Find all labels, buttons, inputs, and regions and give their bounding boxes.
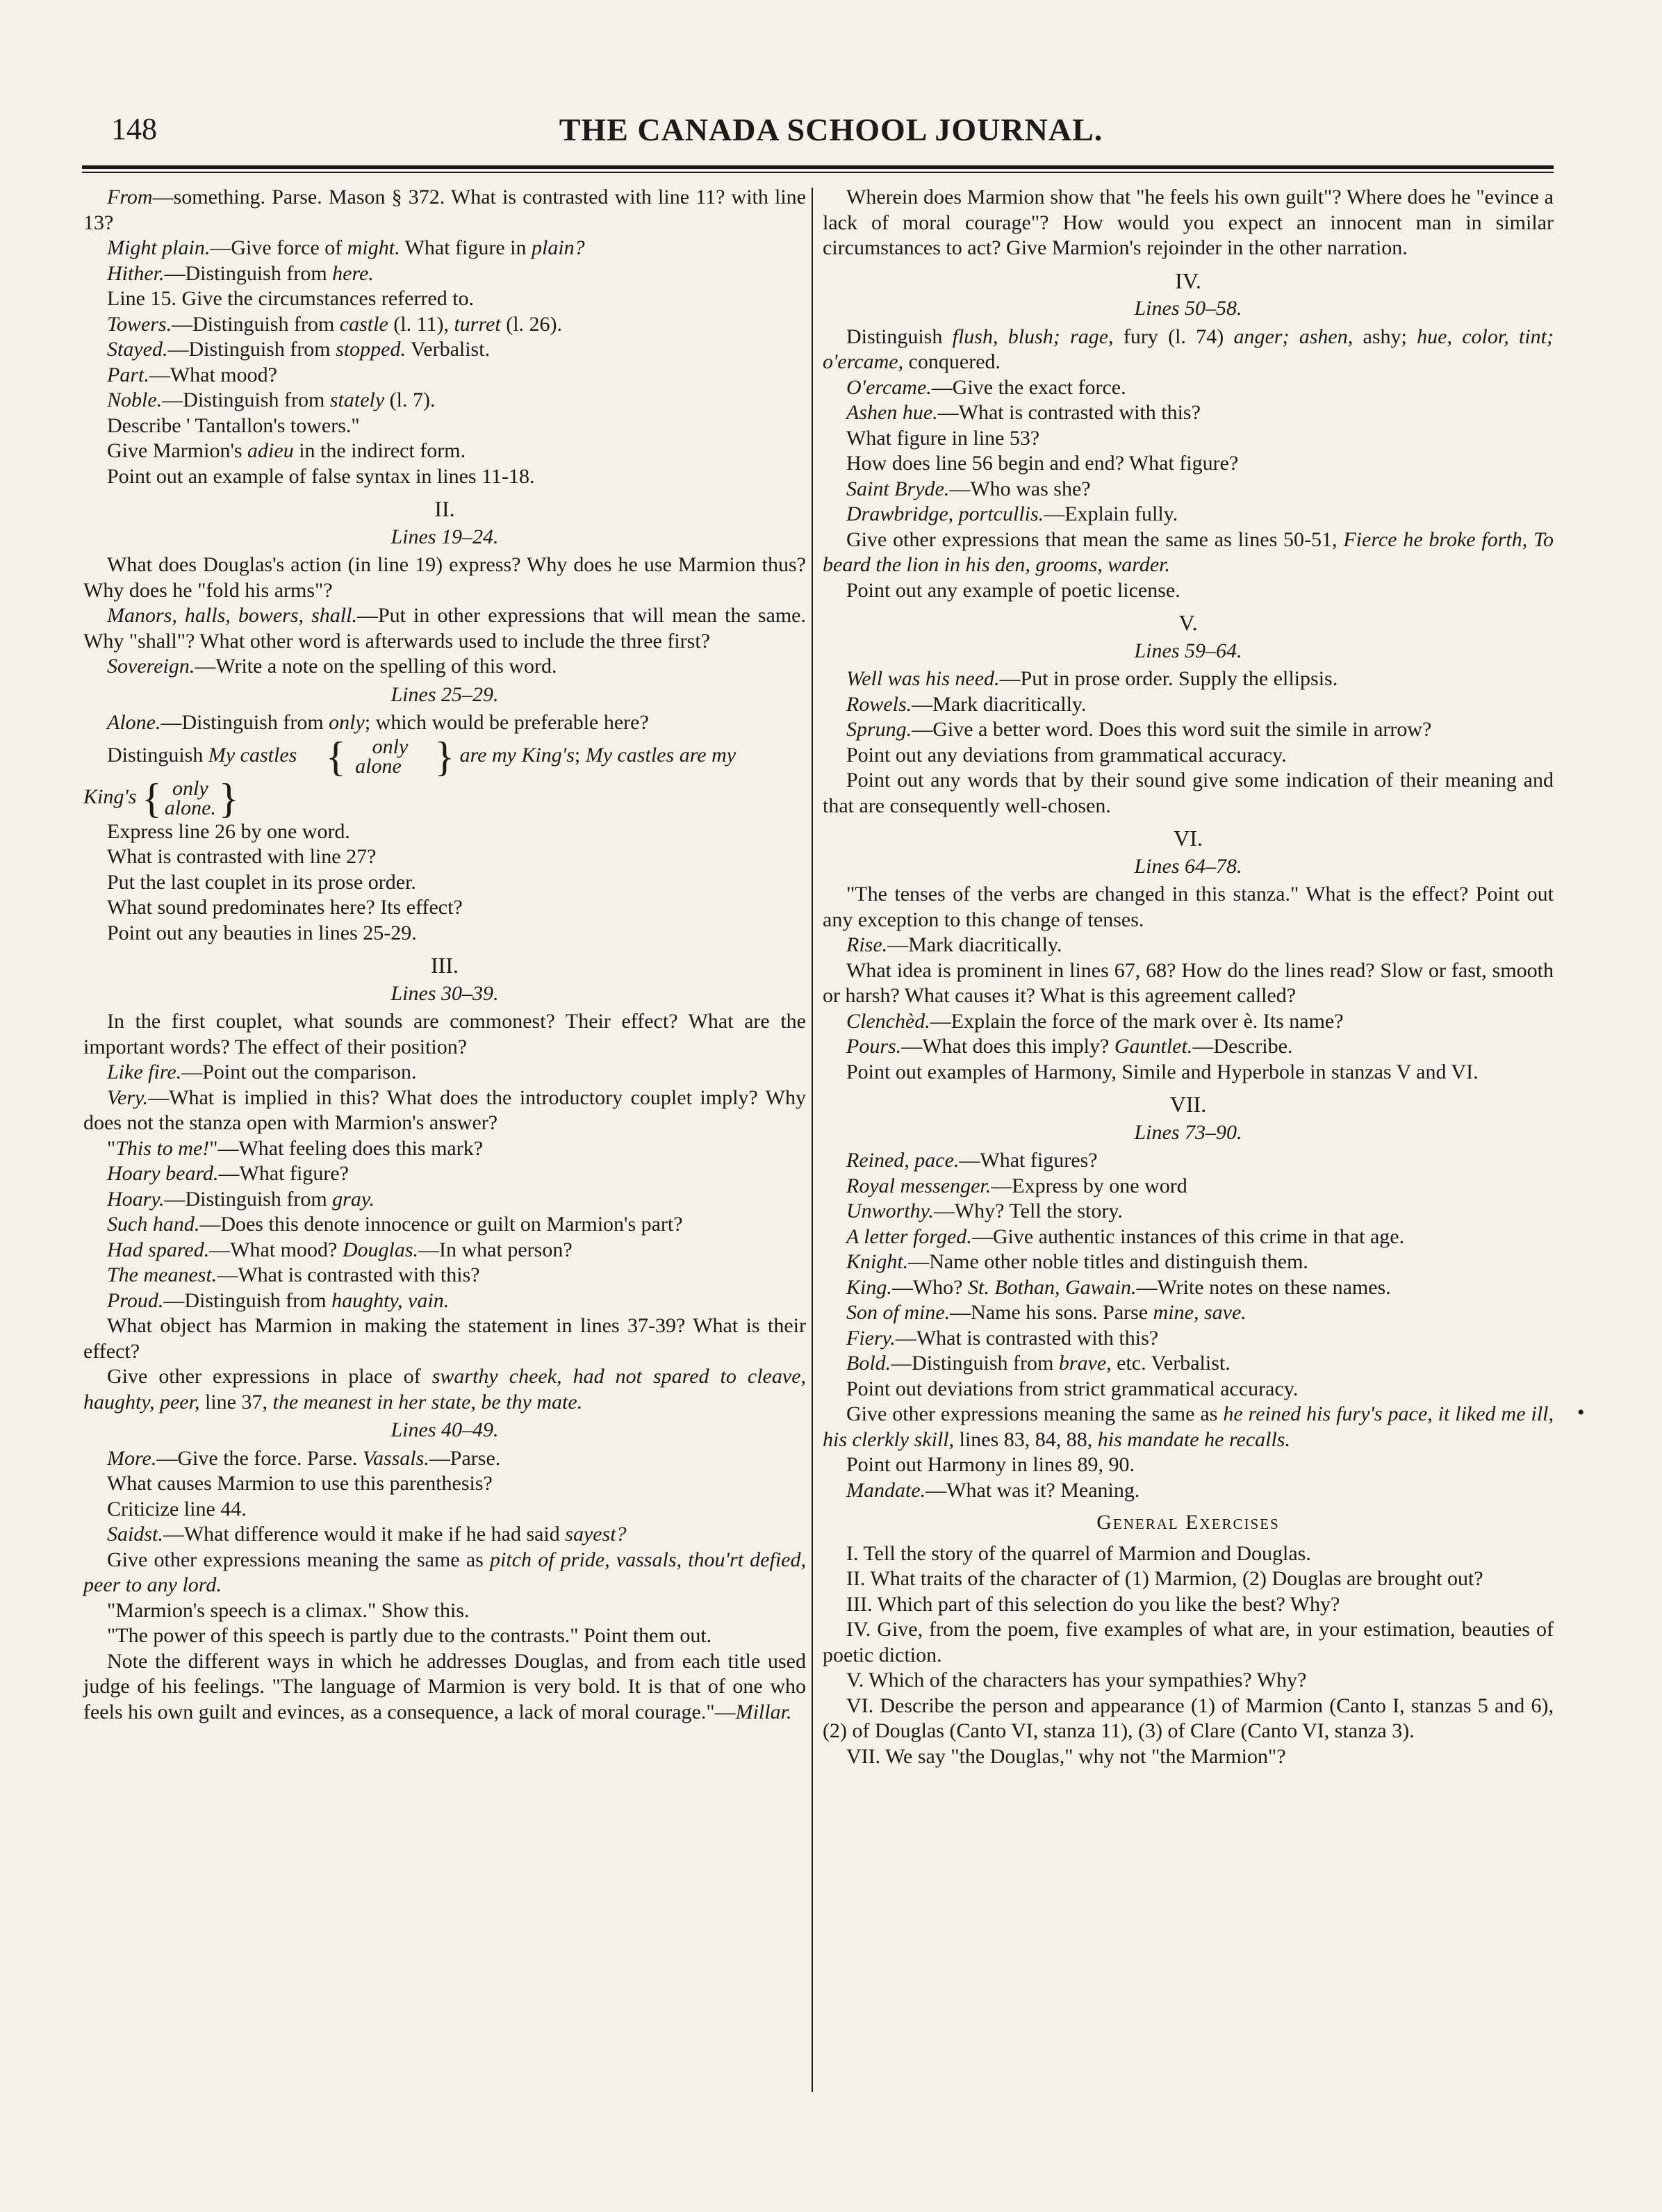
question-paragraph: Hoary.—Distinguish from gray. bbox=[107, 1187, 375, 1211]
question-paragraph: Hither.—Distinguish from here. bbox=[107, 261, 374, 285]
section-number: VII. bbox=[1169, 1092, 1207, 1117]
question-paragraph: VI. Describe the person and appearance (1) of Marmion (Canto I, stanzas 5 and 6), (2) of Douglas (Canto VI, stanza 11), (3) of Clare (Canto VI, stanza 3). bbox=[823, 1694, 1554, 1742]
question-paragraph: Might plain.—Give force of might. What figure in plain? bbox=[107, 236, 585, 259]
question-paragraph: Give other expressions meaning the same as he reined his fury's pace, it liked me ill, his clerkly skill, lines 83, 84, 88, his mandate he recalls. bbox=[823, 1402, 1554, 1451]
question-paragraph: Sovereign.—Write a note on the spelling of this word. bbox=[107, 655, 557, 678]
question-paragraph: Give Marmion's adieu in the indirect form. bbox=[107, 439, 466, 462]
question-paragraph: Point out an example of false syntax in lines 11-18. bbox=[107, 464, 535, 488]
question-paragraph: Express line 26 by one word. bbox=[107, 819, 350, 843]
question-paragraph: VII. We say "the Douglas," why not "the Marmion"? bbox=[846, 1744, 1286, 1768]
question-paragraph: III. Which part of this selection do you like the best? Why? bbox=[846, 1592, 1340, 1616]
question-paragraph: What causes Marmion to use this parenthesis? bbox=[107, 1472, 493, 1495]
question-paragraph: Hoary beard.—What figure? bbox=[107, 1162, 349, 1185]
question-paragraph: In the first couplet, what sounds are commonest? Their effect? What are the important words? The effect of their position? bbox=[83, 1010, 806, 1058]
question-paragraph: Wherein does Marmion show that "he feels his own guilt"? Where does he "evince a lack of moral courage"? How would you expect an innocent man in similar circumstances to act? Give Marmion's rejoinder in the other narration. bbox=[823, 186, 1554, 259]
question-paragraph: "This to me!"—What feeling does this mark? bbox=[107, 1136, 484, 1160]
section-number: II. bbox=[434, 496, 455, 521]
question-paragraph: Ashen hue.—What is contrasted with this? bbox=[846, 401, 1201, 424]
question-paragraph: What sound predominates here? Its effect? bbox=[107, 896, 463, 919]
lines-heading: Lines 40–49. bbox=[390, 1418, 499, 1441]
header-rule-thick bbox=[82, 165, 1554, 169]
question-paragraph: V. Which of the characters has your sympathies? Why? bbox=[846, 1669, 1307, 1691]
question-paragraph: Manors, halls, bowers, shall.—Put in other expressions that will mean the same. Why "shall"? What other word is afterwards used to include the three first? bbox=[83, 604, 806, 653]
journal-title: THE CANADA SCHOOL JOURNAL. bbox=[559, 112, 1103, 147]
question-paragraph: "The tenses of the verbs are changed in this stanza." What is the effect? Point out any exception to this change of tenses. bbox=[823, 883, 1554, 931]
lines-heading: Lines 50–58. bbox=[1134, 297, 1242, 320]
question-paragraph: Very.—What is implied in this? What does the introductory couplet imply? Why does not the stanza open with Marmion's answer? bbox=[83, 1085, 806, 1134]
question-paragraph: Point out any beauties in lines 25-29. bbox=[107, 921, 417, 944]
question-paragraph: Criticize line 44. bbox=[107, 1497, 247, 1521]
lines-heading: Lines 30–39. bbox=[390, 981, 499, 1005]
question-paragraph: Give other expressions that mean the same as lines 50-51, Fierce he broke forth, To beard the lion in his den, grooms, warder. bbox=[823, 527, 1554, 576]
question-paragraph: Drawbridge, portcullis.—Explain fully. bbox=[846, 502, 1178, 525]
right-column bbox=[823, 185, 1554, 1769]
question-paragraph: Sprung.—Give a better word. Does this word suit the simile in arrow? bbox=[846, 718, 1432, 741]
question-paragraph: From—something. Parse. Mason § 372. What is contrasted with line 11? with line 13? bbox=[83, 186, 806, 234]
question-paragraph: Unworthy.—Why? Tell the story. bbox=[846, 1199, 1123, 1222]
question-paragraph: Such hand.—Does this denote innocence or guilt on Marmion's part? bbox=[107, 1213, 683, 1236]
question-paragraph: Part.—What mood? bbox=[107, 363, 277, 386]
question-paragraph: How does line 56 begin and end? What figure? bbox=[846, 452, 1239, 475]
question-paragraph: Bold.—Distinguish from brave, etc. Verbalist. bbox=[846, 1352, 1231, 1375]
question-paragraph: Put the last couplet in its prose order. bbox=[107, 870, 416, 894]
question-paragraph: Mandate.—What was it? Meaning. bbox=[846, 1478, 1140, 1502]
question-paragraph: Towers.—Distinguish from castle (l. 11), turret (l. 26). bbox=[107, 312, 563, 336]
question-paragraph: Alone.—Distinguish from only; which would be preferable here? bbox=[107, 711, 649, 734]
question-paragraph: Pours.—What does this imply? Gauntlet.—Describe. bbox=[846, 1035, 1293, 1058]
margin-dot: • bbox=[1577, 1401, 1585, 1424]
question-paragraph: Point out any example of poetic license. bbox=[846, 578, 1180, 602]
question-paragraph: Proud.—Distinguish from haughty, vain. bbox=[107, 1288, 450, 1312]
question-paragraph: Rowels.—Mark diacritically. bbox=[846, 692, 1087, 716]
question-paragraph: II. What traits of the character of (1) Marmion, (2) Douglas are brought out? bbox=[846, 1567, 1483, 1590]
question-paragraph: Give other expressions in place of swarthy cheek, had not spared to cleave, haughty, peer, line 37, the meanest in her state, be thy mate. bbox=[83, 1365, 807, 1414]
question-paragraph: Fiery.—What is contrasted with this? bbox=[846, 1326, 1159, 1350]
lines-heading: Lines 25–29. bbox=[390, 682, 499, 706]
question-paragraph: Distinguish flush, blush; rage, fury (l. 74) anger; ashen, ashy; hue, color, tint; o'ercame, conquered. bbox=[823, 325, 1554, 373]
question-paragraph: The meanest.—What is contrasted with this? bbox=[107, 1263, 480, 1286]
question-paragraph: Point out examples of Harmony, Simile and Hyperbole in stanzas V and VI. bbox=[846, 1060, 1479, 1083]
question-paragraph: Reined, pace.—What figures? bbox=[846, 1149, 1098, 1172]
question-paragraph: What is contrasted with line 27? bbox=[107, 845, 377, 868]
question-paragraph: Saidst.—What difference would it make if he had said sayest? bbox=[107, 1523, 627, 1546]
question-paragraph: More.—Give the force. Parse. Vassals.—Parse. bbox=[107, 1446, 501, 1470]
lines-heading: Lines 73–90. bbox=[1134, 1120, 1242, 1144]
question-paragraph: Had spared.—What mood? Douglas.—In what person? bbox=[107, 1238, 573, 1261]
question-paragraph: Describe ' Tantallon's towers." bbox=[107, 413, 360, 437]
question-paragraph: A letter forged.—Give authentic instances of this crime in that age. bbox=[846, 1224, 1405, 1248]
question-paragraph: "Marmion's speech is a climax." Show this. bbox=[107, 1598, 470, 1622]
general-exercises-heading: General Exercises bbox=[1096, 1511, 1280, 1534]
question-paragraph: Noble.—Distinguish from stately (l. 7). bbox=[107, 388, 436, 411]
question-paragraph: What idea is prominent in lines 67, 68? How do the lines read? Slow or fast, smooth or harsh? What causes it? What is this agreement called? bbox=[823, 958, 1554, 1007]
question-paragraph: Royal messenger.—Express by one word bbox=[846, 1174, 1187, 1197]
lines-heading: Lines 64–78. bbox=[1134, 854, 1242, 878]
question-paragraph: Point out any words that by their sound give some indication of their meaning and that are consequently well-chosen. bbox=[823, 769, 1554, 817]
question-paragraph: Clenchèd.—Explain the force of the mark over è. Its name? bbox=[846, 1009, 1344, 1033]
question-paragraph: Note the different ways in which he addresses Douglas, and from each title used judge of his feelings. "The language of Marmion is very bold. It is that of one who feels his own guilt and evinces, as a consequence, a lack of moral courage."—Millar. bbox=[83, 1649, 806, 1723]
question-paragraph: What figure in line 53? bbox=[846, 426, 1040, 450]
section-number: VI. bbox=[1174, 826, 1203, 851]
question-paragraph: Rise.—Mark diacritically. bbox=[846, 933, 1062, 956]
question-paragraph: Point out deviations from strict grammatical accuracy. bbox=[846, 1377, 1299, 1400]
question-paragraph: Stayed.—Distinguish from stopped. Verbalist. bbox=[107, 338, 491, 361]
question-paragraph: King's { only alone.} bbox=[83, 775, 239, 821]
question-paragraph: Distinguish My castles { only alone } are my King's; My castles are my bbox=[107, 733, 737, 780]
question-paragraph: Point out Harmony in lines 89, 90. bbox=[846, 1453, 1135, 1476]
column-divider bbox=[812, 188, 813, 2092]
question-paragraph: O'ercame.—Give the exact force. bbox=[846, 375, 1126, 399]
question-paragraph: Line 15. Give the circumstances referred to. bbox=[107, 287, 475, 310]
section-number: III. bbox=[431, 953, 459, 978]
lines-heading: Lines 19–24. bbox=[390, 525, 499, 548]
question-paragraph: IV. Give, from the poem, five examples of what are, in your estimation, beauties of poetic diction. bbox=[823, 1618, 1554, 1666]
header-rule-thin bbox=[82, 172, 1554, 173]
question-paragraph: I. Tell the story of the quarrel of Marmion and Douglas. bbox=[846, 1541, 1311, 1565]
question-paragraph: What object has Marmion in making the statement in lines 37-39? What is their effect? bbox=[83, 1314, 806, 1363]
section-number: V. bbox=[1178, 610, 1198, 635]
question-paragraph: King.—Who? St. Bothan, Gawain.—Write notes on these names. bbox=[846, 1275, 1391, 1299]
question-paragraph: Knight.—Name other noble titles and distinguish them. bbox=[846, 1250, 1308, 1273]
question-paragraph: Give other expressions meaning the same as pitch of pride, vassals, thou'rt defied, peer to any lord. bbox=[83, 1548, 806, 1596]
question-paragraph: Like fire.—Point out the comparison. bbox=[107, 1060, 417, 1083]
question-paragraph: Well was his need.—Put in prose order. Supply the ellipsis. bbox=[846, 667, 1338, 690]
question-paragraph: "The power of this speech is partly due to the contrasts." Point them out. bbox=[107, 1624, 712, 1647]
page-number: 148 bbox=[111, 112, 157, 146]
question-paragraph: What does Douglas's action (in line 19) express? Why does he use Marmion thus? Why does he "fold his arms"? bbox=[83, 553, 806, 602]
lines-heading: Lines 59–64. bbox=[1134, 639, 1242, 662]
question-paragraph: Saint Bryde.—Who was she? bbox=[846, 477, 1091, 500]
question-paragraph: Point out any deviations from grammatical accuracy. bbox=[846, 743, 1287, 767]
left-column bbox=[83, 185, 806, 1725]
section-number: IV. bbox=[1175, 268, 1201, 293]
question-paragraph: Son of mine.—Name his sons. Parse mine, save. bbox=[846, 1301, 1246, 1324]
